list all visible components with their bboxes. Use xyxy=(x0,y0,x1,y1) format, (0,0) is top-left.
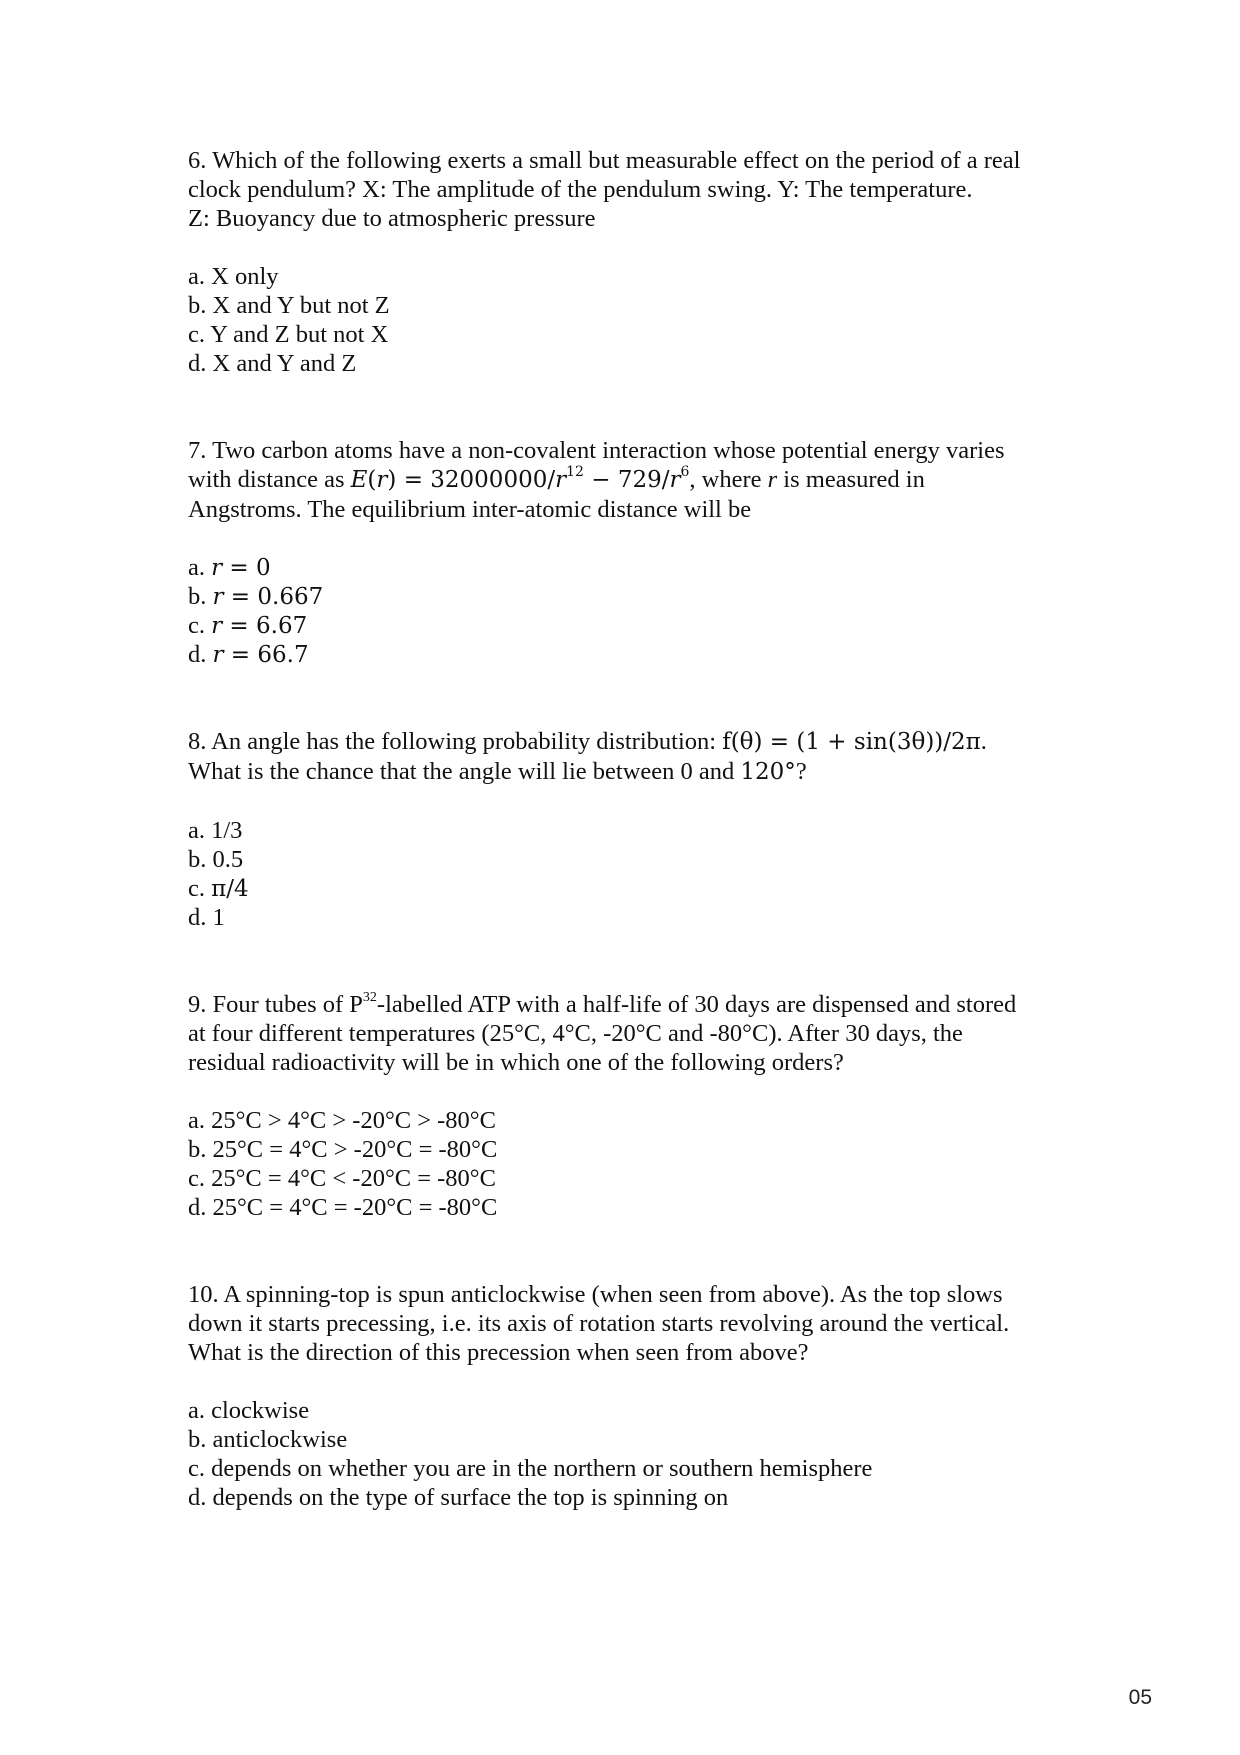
question-9-text xyxy=(188,990,1088,1077)
question-line: What is the direction of this precession when seen from above? xyxy=(188,1339,809,1366)
question-line: What is the chance that the angle will lie between 0 and 120°? xyxy=(188,758,807,785)
question-7-options xyxy=(188,553,1088,669)
option-b[interactable]: b. anticlockwise xyxy=(188,1426,348,1453)
page-number: 05 xyxy=(1128,1686,1152,1709)
option-b[interactable]: b. X and Y but not Z xyxy=(188,292,390,319)
question-8-options xyxy=(188,816,1088,932)
question-line: Angstroms. The equilibrium inter-atomic distance will be xyxy=(188,496,752,523)
question-line: 6. Which of the following exerts a small but measurable effect on the period of a real xyxy=(188,147,1021,174)
option-d[interactable]: d. 1 xyxy=(188,904,225,931)
question-7 xyxy=(188,436,1088,669)
question-line: 7. Two carbon atoms have a non-covalent interaction whose potential energy varies xyxy=(188,437,1005,464)
option-a[interactable]: a. 1/3 xyxy=(188,817,243,844)
question-line: 9. Four tubes of $P^{32}$-labelled ATP with a half-life of 30 days are dispensed and stored xyxy=(188,989,1017,1018)
question-line: 10. A spinning-top is spun anticlockwise (when seen from above). As the top slows xyxy=(188,1281,1003,1308)
option-b[interactable]: b. r = 0.667 xyxy=(188,583,324,610)
option-d[interactable]: d. X and Y and Z xyxy=(188,350,357,377)
option-c[interactable]: c. 25°C = 4°C < -20°C = -80°C xyxy=(188,1165,496,1192)
question-6-text xyxy=(188,146,1088,233)
question-9 xyxy=(188,990,1088,1222)
question-line: down it starts precessing, i.e. its axis of rotation starts revolving around the vertical. xyxy=(188,1310,1010,1337)
question-number: 10. xyxy=(188,1281,219,1308)
question-8-text xyxy=(188,727,1088,787)
option-d[interactable]: d. 25°C = 4°C = -20°C = -80°C xyxy=(188,1194,498,1221)
option-c[interactable]: c. Y and Z but not X xyxy=(188,321,389,348)
question-number: 8. xyxy=(188,728,207,755)
option-c[interactable]: c. r = 6.67 xyxy=(188,612,308,639)
option-b[interactable]: b. 25°C = 4°C > -20°C = -80°C xyxy=(188,1136,498,1163)
option-c[interactable]: c. π/4 xyxy=(188,875,249,902)
question-number: 9. xyxy=(188,991,207,1018)
question-number: 7. xyxy=(188,437,207,464)
question-line: clock pendulum? X: The amplitude of the pendulum swing. Y: The temperature. xyxy=(188,176,973,203)
energy-equation: $E(r) = 32000000/r^{12} - 729/r^6$ xyxy=(350,464,690,493)
question-7-text xyxy=(188,436,1088,524)
question-line: residual radioactivity will be in which one of the following orders? xyxy=(188,1049,844,1076)
question-line: 8. An angle has the following probability distribution: f(θ) = (1 + sin(3θ))/2π. xyxy=(188,728,987,755)
question-line: with distance as $E(r) = 32000000/r^{12} - 729/r^6$, where r is measured in xyxy=(188,464,925,493)
question-6 xyxy=(188,146,1088,378)
document-page xyxy=(188,146,1088,1512)
option-d[interactable]: d. r = 66.7 xyxy=(188,641,309,668)
question-6-options xyxy=(188,262,1088,378)
question-8 xyxy=(188,727,1088,932)
option-a[interactable]: a. 25°C > 4°C > -20°C > -80°C xyxy=(188,1107,496,1134)
option-b[interactable]: b. 0.5 xyxy=(188,846,244,873)
option-c[interactable]: c. depends on whether you are in the northern or southern hemisphere xyxy=(188,1455,873,1482)
question-10 xyxy=(188,1280,1088,1512)
question-10-text xyxy=(188,1280,1088,1367)
question-line: Z: Buoyancy due to atmospheric pressure xyxy=(188,205,596,232)
question-number: 6. xyxy=(188,147,207,174)
question-line: at four different temperatures (25°C, 4°C, -20°C and -80°C). After 30 days, the xyxy=(188,1020,963,1047)
question-10-options xyxy=(188,1396,1088,1512)
option-a[interactable]: a. clockwise xyxy=(188,1397,310,1424)
option-d[interactable]: d. depends on the type of surface the top is spinning on xyxy=(188,1484,729,1511)
option-a[interactable]: a. r = 0 xyxy=(188,554,271,581)
question-9-options xyxy=(188,1106,1088,1222)
probability-equation: f(θ) = (1 + sin(3θ))/2π xyxy=(722,729,981,755)
option-a[interactable]: a. X only xyxy=(188,263,279,290)
